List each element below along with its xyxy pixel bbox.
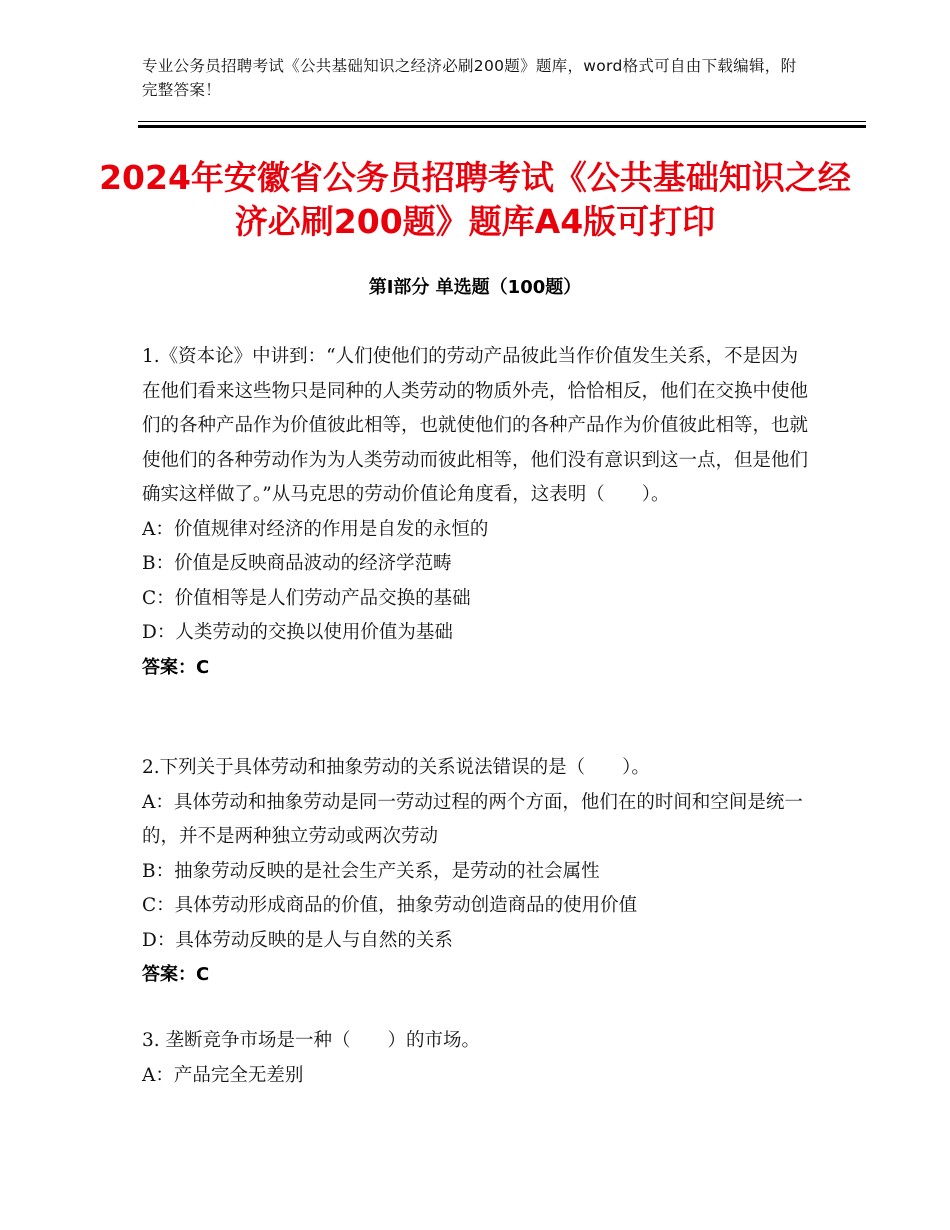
option-b: B：抽象劳动反映的是社会生产关系，是劳动的社会属性 — [142, 860, 600, 882]
header-note: 专业公务员招聘考试《公共基础知识之经济必刷200题》题库，word格式可自由下载编辑，附完整答案！ — [142, 57, 797, 99]
section-title: 第Ⅰ部分 单选题（100题） — [368, 277, 582, 298]
option-d: D：人类劳动的交换以使用价值为基础 — [142, 622, 453, 643]
option-c: C：具体劳动形成商品的价值，抽象劳动创造商品的使用价值 — [142, 895, 638, 916]
option-b: B：价值是反映商品波动的经济学范畴 — [142, 553, 452, 574]
document-title: 2024年安徽省公务员招聘考试《公共基础知识之经济必刷200题》题库A4版可打印 — [99, 158, 851, 241]
question-stem: 2.下列关于具体劳动和抽象劳动的关系说法错误的是（ ）。 — [142, 757, 650, 778]
option-a: A：具体劳动和抽象劳动是同一劳动过程的两个方面，他们在的时间和空间是统一的，并不是两种独立劳动或两次劳动 — [142, 791, 803, 847]
option-d: D：具体劳动反映的是人与自然的关系 — [142, 929, 453, 951]
question-3 — [142, 1024, 810, 1093]
question-stem: 3. 垄断竞争市场是一种（ ）的市场。 — [142, 1030, 481, 1051]
question-stem: 1.《资本论》中讲到：“人们使他们的劳动产品彼此当作价值发生关系，不是因为在他们看来这些物只是同种的人类劳动的物质外壳，恰恰相反，他们在交换中使他们的各种产品作为价值彼此相等，也就使他们的各种产品作为价值彼此相等，也就使他们的各种劳动作为为人类劳动而彼此相等，他们没有意识到这一点，但是他们确实这样做了。”从马克思的劳动价值论角度看，这表明（ ）。 — [142, 346, 809, 505]
question-2 — [142, 751, 810, 992]
header-rule-thin — [138, 121, 866, 122]
answer-line: 答案：C — [142, 656, 210, 678]
question-1 — [142, 340, 810, 685]
option-c: C：价值相等是人们劳动产品交换的基础 — [142, 587, 471, 609]
option-a: A：产品完全无差别 — [142, 1064, 304, 1086]
header-rule-thick — [138, 125, 866, 128]
option-a: A：价值规律对经济的作用是自发的永恒的 — [142, 518, 489, 540]
answer-line: 答案：C — [142, 964, 210, 985]
